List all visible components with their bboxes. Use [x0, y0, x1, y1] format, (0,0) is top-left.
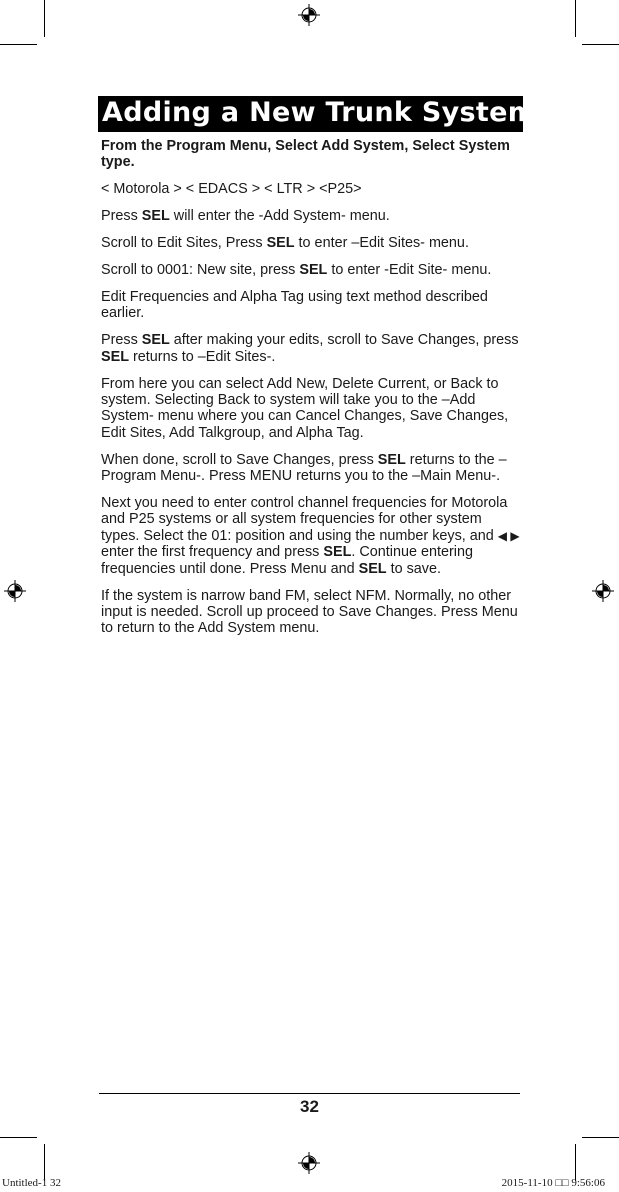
paragraph-options: From here you can select Add New, Delete Current, or Back to system. Selecting Back to system will take you to the –Add System- menu where you can Cancel Changes, Save Changes, Edit Sites, Add Talkgroup, and Alpha Tag. [101, 375, 509, 441]
paragraph-save-changes [101, 332, 521, 365]
crop-mark [0, 1137, 37, 1138]
text: When done, scroll to Save Changes, press [101, 451, 378, 468]
sel-key-label: SEL [358, 560, 387, 577]
intro-paragraph: From the Program Menu, Select Add System, Select System type. [101, 138, 510, 171]
page-title: Adding a New Trunk System [102, 97, 537, 128]
registration-mark-icon [592, 580, 614, 602]
print-slug-file: Untitled-1 32 [2, 1177, 61, 1189]
sel-key-label: SEL [141, 208, 170, 225]
text: returns to –Edit Sites-. [129, 348, 276, 365]
text: will enter the -Add System- menu. [169, 208, 390, 225]
paragraph-when-done [101, 452, 521, 485]
text: returns to the –Program Menu-. Press MENU returns you to the –Main Menu-. [101, 451, 507, 485]
paragraph-edit-sites [101, 235, 521, 251]
crop-mark [575, 0, 576, 37]
sel-key-label: SEL [323, 544, 352, 561]
section-title-bar [98, 96, 537, 132]
registration-mark-icon [4, 580, 26, 602]
text: after making your edits, scroll to Save Changes, press [169, 332, 519, 349]
registration-mark-icon [298, 1152, 320, 1174]
crop-mark [44, 1144, 45, 1181]
text: Press [101, 208, 142, 225]
text: Next you need to enter control channel frequencies for Motorola and P25 systems or all system frequencies for other system types. Select the 01: position and using the number keys, and [101, 495, 508, 544]
paragraph-control-channels [101, 495, 521, 577]
sel-key-label: SEL [101, 348, 129, 365]
text: to enter -Edit Site- menu. [327, 262, 492, 279]
text: Scroll to Edit Sites, Press [101, 235, 267, 252]
system-types-line: < Motorola > < EDACS > < LTR > <P25> [101, 181, 362, 198]
paragraph-edit-frequencies: Edit Frequencies and Alpha Tag using text method described earlier. [101, 288, 488, 322]
body-content [101, 138, 521, 647]
left-right-arrow-icon: ◀ ▶ [497, 528, 520, 543]
text: to save. [386, 560, 441, 577]
text: . Continue entering frequencies until done. Press Menu and [101, 544, 473, 577]
sel-key-label: SEL [266, 235, 295, 252]
crop-mark [0, 44, 37, 45]
print-slug-timestamp: 2015-11-10 □□ 9:56:06 [501, 1177, 605, 1189]
sel-key-label: SEL [299, 262, 328, 279]
paragraph-new-site [101, 262, 521, 278]
paragraph-press-sel [101, 208, 521, 224]
crop-mark [582, 1137, 619, 1138]
sel-key-label: SEL [377, 451, 406, 468]
paragraph-narrow-band: If the system is narrow band FM, select NFM. Normally, no other input is needed. Scroll up proceed to Save Changes. Press Menu to return to the Add System menu. [101, 587, 518, 637]
text: to enter –Edit Sites- menu. [294, 235, 469, 252]
crop-mark [575, 1144, 576, 1181]
sel-key-label: SEL [141, 332, 170, 349]
page-number: 32 [300, 1097, 319, 1116]
footer-divider [99, 1093, 520, 1094]
registration-mark-icon [298, 4, 320, 26]
crop-mark [44, 0, 45, 37]
text: Press [101, 332, 142, 349]
text: enter the first frequency and press [101, 544, 324, 561]
text: Scroll to 0001: New site, press [101, 262, 300, 279]
crop-mark [582, 44, 619, 45]
